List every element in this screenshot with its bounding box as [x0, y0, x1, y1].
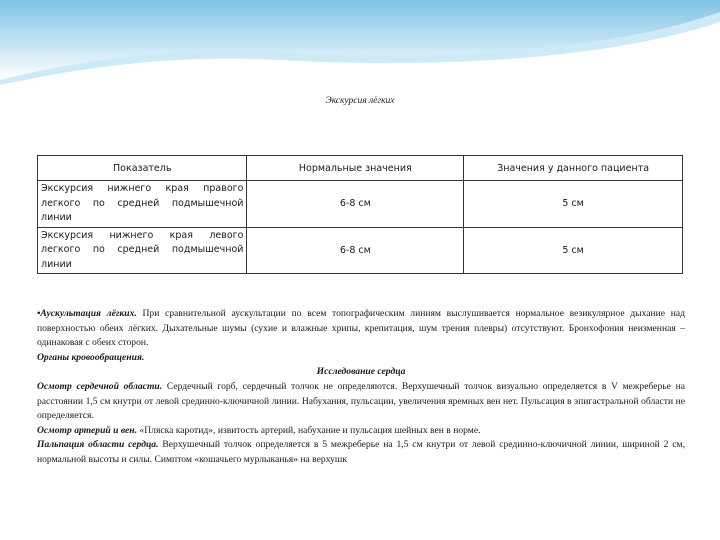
- table-row: [38, 227, 683, 274]
- header-patient-values: Значения у данного пациента: [464, 156, 683, 181]
- row-patient-right: 5 см: [464, 181, 683, 228]
- auscultation-text: При сравнительной аускультации по всем топографическим линиям выслушивается нормальное везикулярное дыхание над поверхностью обеих лёгких. Дыхательные шумы (сухие и влажные хрипы, крепитация, шум трения плевры) отсутствуют. Бронхофония неизменная – одинаковая с обеих сторон.: [37, 308, 686, 349]
- arteries-text: «Пляска каротид», извитость артерий, набухание и пульсация шейных вен в норме.: [137, 424, 481, 436]
- row-normal-left: 6-8 см: [247, 227, 464, 274]
- arteries-heading: Осмотр артерий и вен.: [37, 424, 138, 436]
- excursion-table: [37, 155, 683, 274]
- row-normal-right: 6-8 см: [247, 181, 464, 228]
- row-label-right-lung: Экскурсия нижнего края правого легкого по средней подмышечной линии: [38, 181, 247, 228]
- table-header-row: [38, 156, 683, 181]
- body-text: [37, 307, 685, 468]
- row-patient-left: 5 см: [464, 227, 683, 274]
- circulation-heading: Органы кровообращения.: [37, 351, 145, 363]
- heart-area-text: Сердечный горб, сердечный толчок не определяются. Верхушечный толчок визуально определяется в V межреберье на расстоянии 1,5 см кнутри от левой срединно-ключичной линии. Набухания, пульсации, увеличения яремных вен нет. Пульсация в эпигастральной области не определяется.: [37, 380, 685, 422]
- palpation-text: Верхушечный толчок определяется в 5 межреберье на 1,5 см кнутри от левой срединно-ключичной линии, шириной 2 см, нормальной высоты и силы. Симптом «кошачьего мурлыканья» на верхушк: [37, 439, 685, 465]
- section-title: Экскурсия лёгких: [325, 96, 395, 106]
- header-indicator: Показатель: [38, 156, 247, 181]
- header-banner: [0, 0, 720, 85]
- auscultation-paragraph: [37, 307, 685, 351]
- heart-area-heading: Осмотр сердечной области.: [37, 380, 163, 392]
- row-label-left-lung: Экскурсия нижнего края левого легкого по средней подмышечной линии: [38, 227, 247, 274]
- heart-area-paragraph: [37, 380, 685, 424]
- heart-section-paragraph: [37, 365, 685, 380]
- palpation-heading: Пальпация области сердца.: [37, 439, 159, 451]
- heart-section-heading: Исследование сердца: [316, 366, 406, 378]
- header-normal-values: Нормальные значения: [247, 156, 464, 181]
- circulation-paragraph: [37, 351, 685, 366]
- table-row: [38, 181, 683, 228]
- arteries-paragraph: [37, 424, 685, 439]
- palpation-paragraph: [37, 438, 685, 467]
- auscultation-heading: •Аускультация лёгких.: [37, 308, 137, 319]
